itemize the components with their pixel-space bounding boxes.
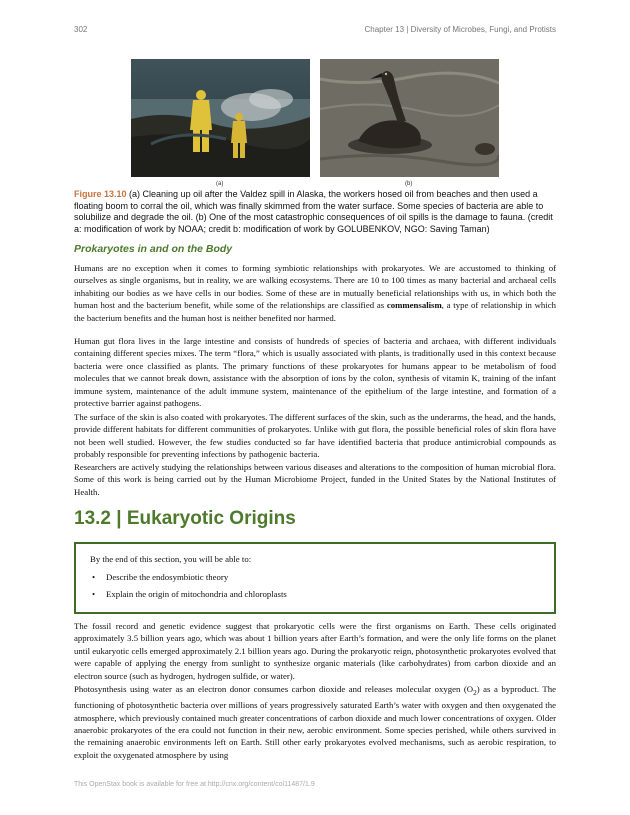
subscript: 2 [473, 688, 477, 697]
footer-note: This OpenStax book is available for free at http://cnx.org/content/col11487/1.9 [74, 781, 315, 788]
paragraph-text: Photosynthesis using water as an electron donor consumes carbon dioxide and releases molecular oxygen (O [74, 684, 474, 694]
paragraph-research: Researchers are actively studying the relationships between various diseases and alterations to the composition of human microbial flora. Some of this work is being carried out by the Human Microbiome Project, funded in the United States by the National Institutes of Health. [74, 462, 556, 497]
objectives-intro: By the end of this section, you will be able to: [90, 554, 252, 564]
key-term: commensalism [386, 300, 442, 311]
bullet-icon: • [92, 589, 96, 599]
paragraph-text: ) as a byproduct. The functioning of photosynthetic bacteria over millions of years progressively saturated Earth’s water with oxygen and then oxygenated the atmosphere, which previously contained much greater concentrations of carbon dioxide and much lower concentrations of oxygen. Older anaerobic prokaryotes of the era could not function in their new, aerobic environment. Some species perished, while others survived in the remaining anaerobic environments left on Earth. Still other early prokaryotes evolved mechanisms, such as aerobic respiration, to exploit the oxygenated atmosphere by using [74, 684, 556, 760]
objective-item [92, 572, 229, 582]
figure-caption-text: (a) Cleaning up oil after the Valdez spill in Alaska, the workers hosed oil from beaches and then used a floating boom to corral the oil, which was finally skimmed from the water surface. Some species of bacteria are able to solubilize and degrade the oil. (b) One of the most catastrophic consequences of oil spills is the damage to fauna. (credit a: modification of work by NOAA; credit b: modification of work by GOLUBENKOV, NGO: Saving Taman) [74, 189, 553, 234]
section-heading: Prokaryotes in and on the Body [74, 243, 233, 255]
objective-text: Explain the origin of mitochondria and chloroplasts [106, 589, 287, 599]
paragraph-text: Humans are no exception when it comes to forming symbiotic relationships with prokaryotes. We are accustomed to thinking of ourselves as single organisms, but in reality, we are walking ecosystems. There are 10 to 100 times as many bacterial and archaeal cells inhabiting our bodies as we have cells in our bodies. Some of these are in mutually beneficial relationships with us, in which both the human host and the bacterium benefit, while some of the relationships are classified as [74, 263, 556, 311]
paragraph-symbiosis [74, 262, 556, 324]
paragraph-text: , a type of relationship in which the bacterium benefits and the human host is neither benefited nor harmed. [74, 300, 556, 323]
objective-text: Describe the endosymbiotic theory [106, 572, 229, 582]
bullet-icon: • [92, 572, 96, 582]
paragraph-fossil-record: The fossil record and genetic evidence suggest that prokaryotic cells were the first organisms on Earth. These cells originated approximately 3.5 billion years ago, which was about 1 billion years after Earth’s formation, and were the only life forms on the planet until eukaryotic cells emerged approximately 2.1 billion years ago. During the prokaryotic reign, photosynthetic prokaryotes evolved that were capable of applying the energy from sunlight to synthesize organic materials (like carbohydrates) from carbon dioxide and an electron source (such as hydrogen, hydrogen sulfide, or water). [74, 621, 556, 681]
chapter-title: Chapter 13 | Diversity of Microbes, Fungi, and Protists [364, 25, 556, 34]
figure-caption [74, 189, 556, 235]
figure-label: Figure 13.10 [74, 189, 127, 199]
subfigure-label-a: (a) [216, 181, 224, 187]
photo-oiled-bird [320, 59, 499, 177]
paragraph-skin-flora: The surface of the skin is also coated with prokaryotes. The different surfaces of the skin, such as the underarms, the head, and the hands, provide different habitats for different communities of prokaryotes. Unlike with gut flora, the possible beneficial roles of skin flora have not been well studied. However, the few studies conducted so far have identified bacteria that produce antimicrobial compounds as probably responsible for preventing infections by pathogenic bacteria. [74, 412, 556, 460]
learning-objectives-box [74, 542, 556, 614]
section-title: 13.2 | Eukaryotic Origins [74, 508, 296, 529]
page-number: 302 [74, 25, 88, 34]
photo-oil-cleanup [131, 59, 310, 177]
subfigure-label-b: (b) [405, 181, 413, 187]
objective-item [92, 589, 287, 599]
paragraph-photosynthesis [74, 683, 556, 761]
paragraph-gut-flora: Human gut flora lives in the large intestine and consists of hundreds of species of bacteria and archaea, with different individuals containing different species mixes. The term “flora,” which is usually associated with plants, is traditionally used in this context because bacteria were once classified as plants. The primary functions of these prokaryotes for humans appear to be metabolism of food molecules that we cannot break down, assistance with the absorption of ions by the colon, synthesis of vitamin K, training of the infant immune system, maintenance of the adult immune system, maintenance of the epithelium of the large intestine, and formation of a protective barrier against pathogens. [74, 336, 556, 409]
